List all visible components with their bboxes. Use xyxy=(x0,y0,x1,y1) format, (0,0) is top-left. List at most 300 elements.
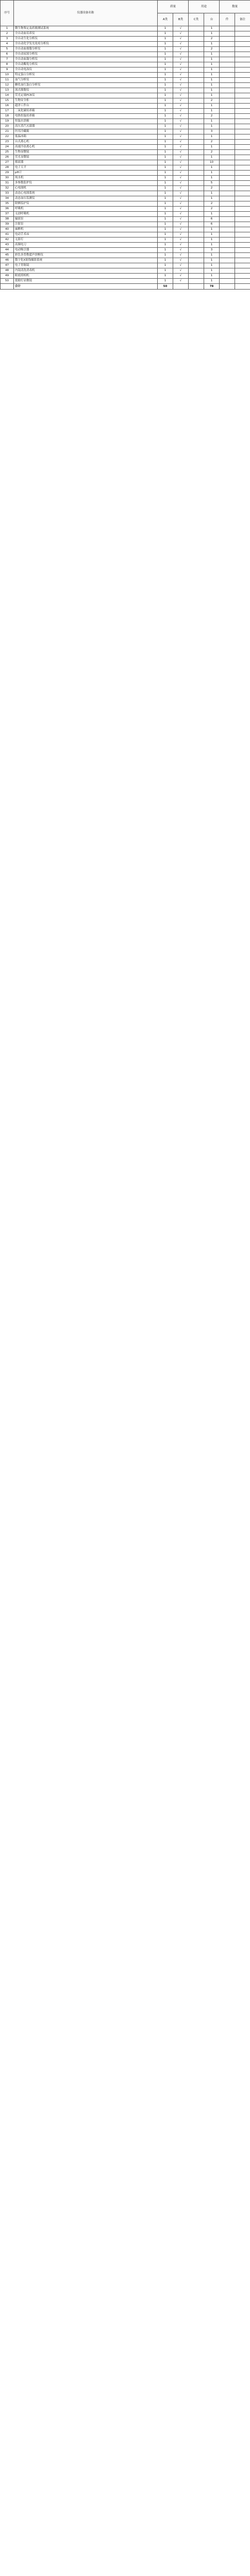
row-col-a: 1 xyxy=(158,26,173,31)
row-col-e xyxy=(220,160,235,165)
row-number: 28 xyxy=(1,165,14,171)
row-col-b: √ xyxy=(173,88,189,93)
row-col-d: 1 xyxy=(204,57,220,62)
row-equipment-name: 高频电刀 xyxy=(14,243,158,248)
row-equipment-name: 呼吸机 xyxy=(14,207,158,212)
row-number: 40 xyxy=(1,227,14,232)
row-col-f xyxy=(235,165,250,171)
row-col-d: 1 xyxy=(204,88,220,93)
row-equipment-name: 裂隙灯显微镜 xyxy=(14,279,158,284)
row-col-e xyxy=(220,222,235,227)
table-row xyxy=(1,227,250,232)
row-col-e xyxy=(220,57,235,62)
summary-no xyxy=(1,284,14,290)
row-col-f xyxy=(235,222,250,227)
row-col-c xyxy=(189,119,204,124)
row-col-f xyxy=(235,248,250,253)
table-row xyxy=(1,181,250,186)
row-number: 33 xyxy=(1,191,14,196)
row-col-b: √ xyxy=(173,222,189,227)
row-col-b: √ xyxy=(173,207,189,212)
row-col-e xyxy=(220,134,235,140)
row-col-b: √ xyxy=(173,129,189,134)
row-col-c xyxy=(189,109,204,114)
row-col-d: 1 xyxy=(204,31,220,37)
row-number: 48 xyxy=(1,268,14,274)
row-col-c xyxy=(189,67,204,73)
row-col-f xyxy=(235,155,250,160)
row-col-e xyxy=(220,171,235,176)
row-number: 37 xyxy=(1,212,14,217)
row-col-e xyxy=(220,176,235,181)
row-col-a: 1 xyxy=(158,129,173,134)
row-number: 39 xyxy=(1,222,14,227)
row-col-a: 1 xyxy=(158,222,173,227)
row-col-c xyxy=(189,78,204,83)
row-equipment-name: 电热恒温培养箱 xyxy=(14,114,158,119)
table-row xyxy=(1,253,250,258)
row-col-b: √ xyxy=(173,52,189,57)
row-col-b: √ xyxy=(173,98,189,104)
row-col-f xyxy=(235,31,250,37)
row-col-e xyxy=(220,98,235,104)
equipment-table xyxy=(0,0,250,290)
table-row xyxy=(1,124,250,129)
row-col-d: 1 xyxy=(204,268,220,274)
row-col-f xyxy=(235,263,250,268)
row-col-f xyxy=(235,47,250,52)
table-row xyxy=(1,222,250,227)
row-col-f xyxy=(235,52,250,57)
row-col-a: 1 xyxy=(158,104,173,109)
row-col-a: 1 xyxy=(158,150,173,155)
row-equipment-name: 血气分析仪 xyxy=(14,78,158,83)
row-col-b: √ xyxy=(173,47,189,52)
table-row xyxy=(1,258,250,263)
row-col-f xyxy=(235,109,250,114)
header-sub-b: B类 xyxy=(173,13,189,26)
row-equipment-name: 纯水机 xyxy=(14,176,158,181)
table-row xyxy=(1,191,250,196)
header-sub-d: 台 xyxy=(204,13,220,26)
row-col-f xyxy=(235,88,250,93)
table-row xyxy=(1,150,250,155)
row-col-d: 1 xyxy=(204,93,220,98)
row-col-c xyxy=(189,114,204,119)
row-col-d: 2 xyxy=(204,201,220,207)
row-col-d: 1 xyxy=(204,83,220,88)
row-col-d: 1 xyxy=(204,196,220,201)
row-col-a: 1 xyxy=(158,155,173,160)
table-row xyxy=(1,268,250,274)
row-col-c xyxy=(189,129,204,134)
row-col-e xyxy=(220,243,235,248)
row-equipment-name: 多参数监护仪 xyxy=(14,181,158,186)
header-no: 序号 xyxy=(1,1,14,26)
row-col-d: 10 xyxy=(204,160,220,165)
row-col-b: √ xyxy=(173,83,189,88)
row-col-f xyxy=(235,191,250,196)
row-col-f xyxy=(235,181,250,186)
row-number: 38 xyxy=(1,217,14,222)
row-col-a: 1 xyxy=(158,52,173,57)
row-col-f xyxy=(235,140,250,145)
row-col-b: √ xyxy=(173,145,189,150)
row-col-d: 1 xyxy=(204,67,220,73)
table-row xyxy=(1,217,250,222)
row-col-c xyxy=(189,171,204,176)
row-col-a: 1 xyxy=(158,31,173,37)
row-col-d: 2 xyxy=(204,207,220,212)
row-equipment-name: 电动吸引器 xyxy=(14,248,158,253)
row-col-a: 1 xyxy=(158,145,173,150)
row-col-c xyxy=(189,155,204,160)
summary-d: 78 xyxy=(204,284,220,290)
table-row xyxy=(1,104,250,109)
row-col-f xyxy=(235,98,250,104)
row-col-e xyxy=(220,109,235,114)
row-col-c xyxy=(189,263,204,268)
row-col-b: √ xyxy=(173,119,189,124)
row-col-c xyxy=(189,47,204,52)
table-row xyxy=(1,114,250,119)
row-col-b: √ xyxy=(173,176,189,181)
row-col-f xyxy=(235,114,250,119)
row-col-b: √ xyxy=(173,124,189,129)
row-col-c xyxy=(189,196,204,201)
row-col-a: 1 xyxy=(158,181,173,186)
table-row xyxy=(1,93,250,98)
row-equipment-name: 动态心电图系统 xyxy=(14,191,158,196)
table-row xyxy=(1,186,250,191)
row-col-e xyxy=(220,83,235,88)
row-equipment-name: 眼底照相机 xyxy=(14,274,158,279)
row-equipment-name: 恒温水浴箱 xyxy=(14,119,158,124)
row-col-c xyxy=(189,57,204,62)
row-col-b: √ xyxy=(173,57,189,62)
row-col-e xyxy=(220,279,235,284)
row-col-f xyxy=(235,37,250,42)
row-col-a: 1 xyxy=(158,140,173,145)
table-row xyxy=(1,57,250,62)
row-number: 31 xyxy=(1,181,14,186)
row-col-e xyxy=(220,26,235,31)
row-number: 6 xyxy=(1,52,14,57)
row-col-c xyxy=(189,279,204,284)
row-col-a: 1 xyxy=(158,186,173,191)
row-col-e xyxy=(220,47,235,52)
row-col-b: √ xyxy=(173,217,189,222)
row-col-d: 1 xyxy=(204,191,220,196)
row-equipment-name: 超净工作台 xyxy=(14,104,158,109)
row-col-a: 1 xyxy=(158,47,173,52)
table-row xyxy=(1,160,250,165)
row-number: 13 xyxy=(1,88,14,93)
row-col-c xyxy=(189,83,204,88)
row-col-e xyxy=(220,93,235,98)
row-col-a: 1 xyxy=(158,279,173,284)
row-col-b: √ xyxy=(173,160,189,165)
row-col-c xyxy=(189,124,204,129)
row-number: 19 xyxy=(1,119,14,124)
summary-e xyxy=(220,284,235,290)
row-col-e xyxy=(220,42,235,47)
row-col-e xyxy=(220,155,235,160)
row-col-f xyxy=(235,274,250,279)
row-number: 29 xyxy=(1,171,14,176)
row-col-e xyxy=(220,217,235,222)
summary-b xyxy=(173,284,189,290)
row-equipment-name: 全自动生化分析仪 xyxy=(14,37,158,42)
row-col-d: 2 xyxy=(204,150,220,155)
row-col-d: 1 xyxy=(204,145,220,150)
row-col-f xyxy=(235,62,250,67)
summary-f xyxy=(235,284,250,290)
row-col-d: 1 xyxy=(204,212,220,217)
row-col-a: 1 xyxy=(158,119,173,124)
row-col-b: √ xyxy=(173,279,189,284)
row-col-a: 1 xyxy=(158,201,173,207)
row-col-c xyxy=(189,73,204,78)
row-col-c xyxy=(189,191,204,196)
row-col-d: 1 xyxy=(204,26,220,31)
row-col-a: 1 xyxy=(158,263,173,268)
row-col-f xyxy=(235,67,250,73)
row-col-b: √ xyxy=(173,26,189,31)
row-number: 41 xyxy=(1,232,14,238)
row-number: 46 xyxy=(1,258,14,263)
row-equipment-name: 高压蒸汽灭菌器 xyxy=(14,124,158,129)
row-col-c xyxy=(189,268,204,274)
table-row xyxy=(1,47,250,52)
row-col-b: √ xyxy=(173,212,189,217)
row-col-a: 1 xyxy=(158,88,173,93)
row-col-a: 1 xyxy=(158,212,173,217)
row-equipment-name: 全自动血培养仪 xyxy=(14,31,158,37)
row-col-a: 1 xyxy=(158,37,173,42)
row-col-b: √ xyxy=(173,67,189,73)
row-col-a: 1 xyxy=(158,253,173,258)
row-number: 4 xyxy=(1,42,14,47)
row-equipment-name: 注射泵 xyxy=(14,222,158,227)
row-col-e xyxy=(220,268,235,274)
row-number: 15 xyxy=(1,98,14,104)
row-col-c xyxy=(189,207,204,212)
row-equipment-name: 全自动酶免分析仪 xyxy=(14,62,158,67)
row-equipment-name: 输液泵 xyxy=(14,217,158,222)
row-equipment-name: 高速冷冻离心机 xyxy=(14,145,158,150)
row-col-f xyxy=(235,83,250,88)
row-col-f xyxy=(235,176,250,181)
row-col-a: 1 xyxy=(158,191,173,196)
row-number: 14 xyxy=(1,93,14,98)
row-col-a: 1 xyxy=(158,42,173,47)
row-col-c xyxy=(189,26,204,31)
row-col-c xyxy=(189,42,204,47)
row-number: 20 xyxy=(1,124,14,129)
table-row xyxy=(1,129,250,134)
row-col-e xyxy=(220,31,235,37)
row-number: 50 xyxy=(1,279,14,284)
table-row xyxy=(1,212,250,217)
row-col-e xyxy=(220,258,235,263)
row-col-c xyxy=(189,104,204,109)
row-col-c xyxy=(189,52,204,57)
row-col-d: 1 xyxy=(204,42,220,47)
table-row xyxy=(1,155,250,160)
row-col-c xyxy=(189,201,204,207)
row-col-b: √ xyxy=(173,109,189,114)
row-col-f xyxy=(235,78,250,83)
row-number: 2 xyxy=(1,31,14,37)
row-col-e xyxy=(220,88,235,93)
row-number: 1 xyxy=(1,26,14,31)
row-col-a: 1 xyxy=(158,78,173,83)
row-col-d: 6 xyxy=(204,217,220,222)
row-col-f xyxy=(235,232,250,238)
row-col-b: √ xyxy=(173,227,189,232)
row-equipment-name: 二氧化碳培养箱 xyxy=(14,109,158,114)
row-number: 5 xyxy=(1,47,14,52)
row-col-c xyxy=(189,258,204,263)
row-col-c xyxy=(189,217,204,222)
row-col-e xyxy=(220,196,235,201)
row-col-b: √ xyxy=(173,165,189,171)
row-col-f xyxy=(235,279,250,284)
row-col-e xyxy=(220,207,235,212)
row-col-e xyxy=(220,124,235,129)
table-row xyxy=(1,109,250,114)
row-col-b: √ xyxy=(173,104,189,109)
row-equipment-name: 特定蛋白分析仪 xyxy=(14,73,158,78)
row-col-b: √ xyxy=(173,42,189,47)
row-col-b: √ xyxy=(173,62,189,67)
row-col-d: 3 xyxy=(204,129,220,134)
table-row xyxy=(1,88,250,93)
row-col-c xyxy=(189,181,204,186)
row-number: 32 xyxy=(1,186,14,191)
row-number: 30 xyxy=(1,176,14,181)
row-col-e xyxy=(220,150,235,155)
row-col-b: √ xyxy=(173,263,189,268)
row-col-e xyxy=(220,114,235,119)
table-row xyxy=(1,26,250,31)
row-number: 21 xyxy=(1,129,14,134)
row-col-c xyxy=(189,88,204,93)
row-number: 22 xyxy=(1,134,14,140)
row-col-d: 2 xyxy=(204,37,220,42)
table-row xyxy=(1,196,250,201)
row-col-c xyxy=(189,37,204,42)
row-col-d: 2 xyxy=(204,186,220,191)
row-equipment-name: 电子天平 xyxy=(14,165,158,171)
row-number: 16 xyxy=(1,104,14,109)
row-col-d: 3 xyxy=(204,248,220,253)
row-col-a: 1 xyxy=(158,98,173,104)
row-number: 11 xyxy=(1,78,14,83)
row-col-a: 1 xyxy=(158,83,173,88)
table-row xyxy=(1,52,250,57)
row-equipment-name: 台式离心机 xyxy=(14,140,158,145)
row-col-d: 1 xyxy=(204,238,220,243)
table-row xyxy=(1,119,250,124)
table-row xyxy=(1,73,250,78)
row-equipment-name: 电子胃肠镜 xyxy=(14,263,158,268)
row-col-c xyxy=(189,93,204,98)
row-col-b: √ xyxy=(173,31,189,37)
row-col-f xyxy=(235,186,250,191)
row-number: 45 xyxy=(1,253,14,258)
row-col-c xyxy=(189,160,204,165)
row-col-a: 1 xyxy=(158,268,173,274)
table-row xyxy=(1,171,250,176)
row-col-d: 1 xyxy=(204,62,220,67)
table-row xyxy=(1,67,250,73)
row-col-d: 1 xyxy=(204,155,220,160)
row-number: 44 xyxy=(1,248,14,253)
row-col-f xyxy=(235,238,250,243)
row-col-e xyxy=(220,140,235,145)
row-col-e xyxy=(220,263,235,268)
table-row xyxy=(1,145,250,150)
row-col-f xyxy=(235,26,250,31)
summary-row xyxy=(1,284,250,290)
row-equipment-name: 荧光定量PCR仪 xyxy=(14,93,158,98)
row-col-b: √ xyxy=(173,268,189,274)
row-number: 26 xyxy=(1,155,14,160)
row-col-b: √ xyxy=(173,238,189,243)
row-col-c xyxy=(189,212,204,217)
row-number: 23 xyxy=(1,140,14,145)
row-equipment-name: 全自动化学发光免疫分析仪 xyxy=(14,42,158,47)
table-row xyxy=(1,83,250,88)
row-col-b: √ xyxy=(173,248,189,253)
row-col-a: 1 xyxy=(158,114,173,119)
row-col-f xyxy=(235,243,250,248)
row-col-a: 1 xyxy=(158,109,173,114)
row-col-a: 1 xyxy=(158,171,173,176)
row-col-c xyxy=(189,274,204,279)
row-col-c xyxy=(189,145,204,150)
summary-label: 合计 xyxy=(14,284,158,290)
table-row xyxy=(1,140,250,145)
row-col-d: 1 xyxy=(204,274,220,279)
row-col-d: 1 xyxy=(204,73,220,78)
row-col-c xyxy=(189,165,204,171)
row-col-c xyxy=(189,150,204,155)
row-col-a: 1 xyxy=(158,57,173,62)
row-col-b: √ xyxy=(173,232,189,238)
summary-c xyxy=(189,284,204,290)
row-number: 34 xyxy=(1,196,14,201)
table-row xyxy=(1,78,250,83)
row-col-e xyxy=(220,73,235,78)
row-equipment-name: 彩色多普勒超声诊断仪 xyxy=(14,253,158,258)
header-sub-c: C类 xyxy=(189,13,204,26)
row-col-c xyxy=(189,248,204,253)
row-col-d: 1 xyxy=(204,176,220,181)
header-group-quality: 质量 xyxy=(158,1,189,13)
row-col-c xyxy=(189,243,204,248)
row-equipment-name: 全自动尿液分析仪 xyxy=(14,52,158,57)
row-col-e xyxy=(220,238,235,243)
row-col-f xyxy=(235,57,250,62)
row-col-b: √ xyxy=(173,186,189,191)
row-col-d: 2 xyxy=(204,140,220,145)
table-row xyxy=(1,134,250,140)
row-col-c xyxy=(189,98,204,104)
row-col-a: 1 xyxy=(158,258,173,263)
